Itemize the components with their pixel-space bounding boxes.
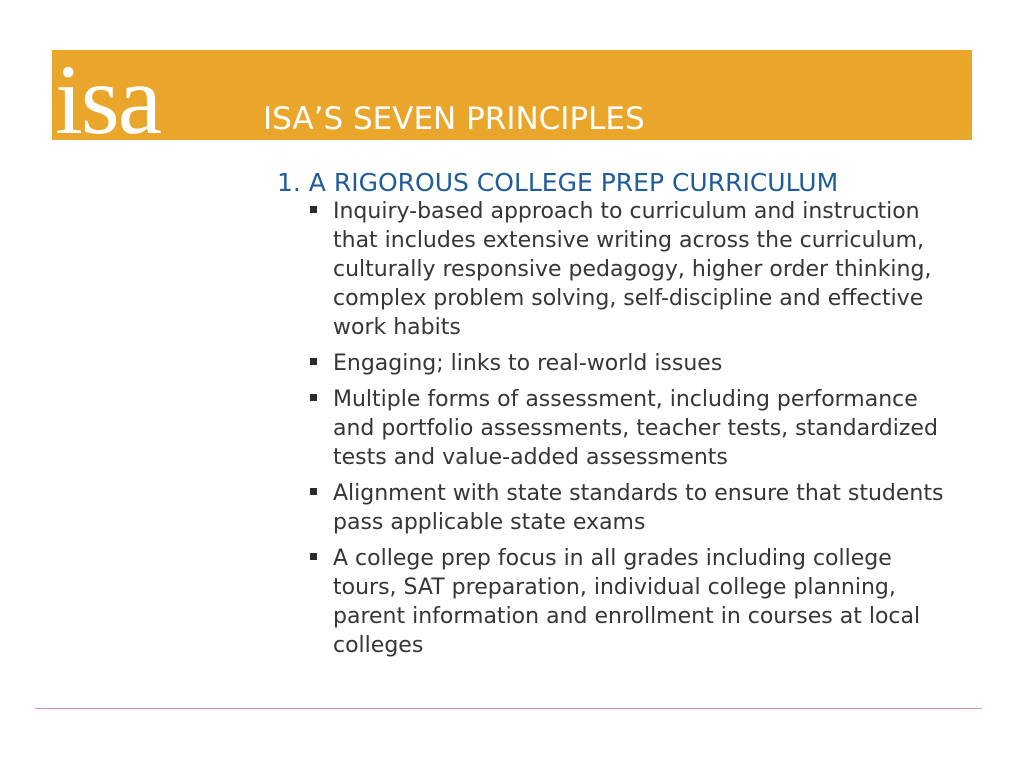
square-bullet-icon	[310, 358, 317, 365]
footer-rule	[35, 708, 982, 709]
bullet-line: Multiple forms of assessment, including performance	[333, 387, 918, 412]
square-bullet-icon	[310, 553, 317, 560]
bullet-line: tests and value-added assessments	[333, 445, 728, 470]
square-bullet-icon	[310, 394, 317, 401]
square-bullet-icon	[310, 206, 317, 213]
section-heading: 1. A RIGOROUS COLLEGE PREP CURRICULUM	[277, 168, 839, 197]
bullet-line: complex problem solving, self-discipline and effective	[333, 286, 924, 311]
bullet-item	[333, 349, 943, 378]
square-bullet-icon	[310, 488, 317, 495]
bullet-item	[333, 544, 943, 660]
bullet-line: work habits	[333, 315, 461, 340]
bullet-line: Inquiry-based approach to curriculum and instruction	[333, 199, 920, 224]
slide-title: ISA’S SEVEN PRINCIPLES	[263, 101, 645, 137]
bullet-line: that includes extensive writing across the curriculum,	[333, 228, 925, 253]
bullet-line: pass applicable state exams	[333, 510, 646, 535]
bullet-item	[333, 479, 943, 537]
bullet-line: culturally responsive pedagogy, higher order thinking,	[333, 257, 932, 282]
bullet-line: A college prep focus in all grades including college	[333, 546, 892, 571]
bullet-line: Engaging; links to real-world issues	[333, 351, 723, 376]
bullet-item	[333, 385, 943, 472]
header-band	[52, 50, 972, 140]
bullet-line: tours, SAT preparation, individual college planning,	[333, 575, 896, 600]
bullet-line: colleges	[333, 633, 424, 658]
bullet-item	[333, 197, 943, 342]
bullet-list	[333, 197, 943, 667]
bullet-line: Alignment with state standards to ensure that students	[333, 481, 944, 506]
bullet-line: and portfolio assessments, teacher tests, standardized	[333, 416, 938, 441]
bullet-line: parent information and enrollment in courses at local	[333, 604, 921, 629]
isa-logo: isa	[55, 50, 161, 140]
